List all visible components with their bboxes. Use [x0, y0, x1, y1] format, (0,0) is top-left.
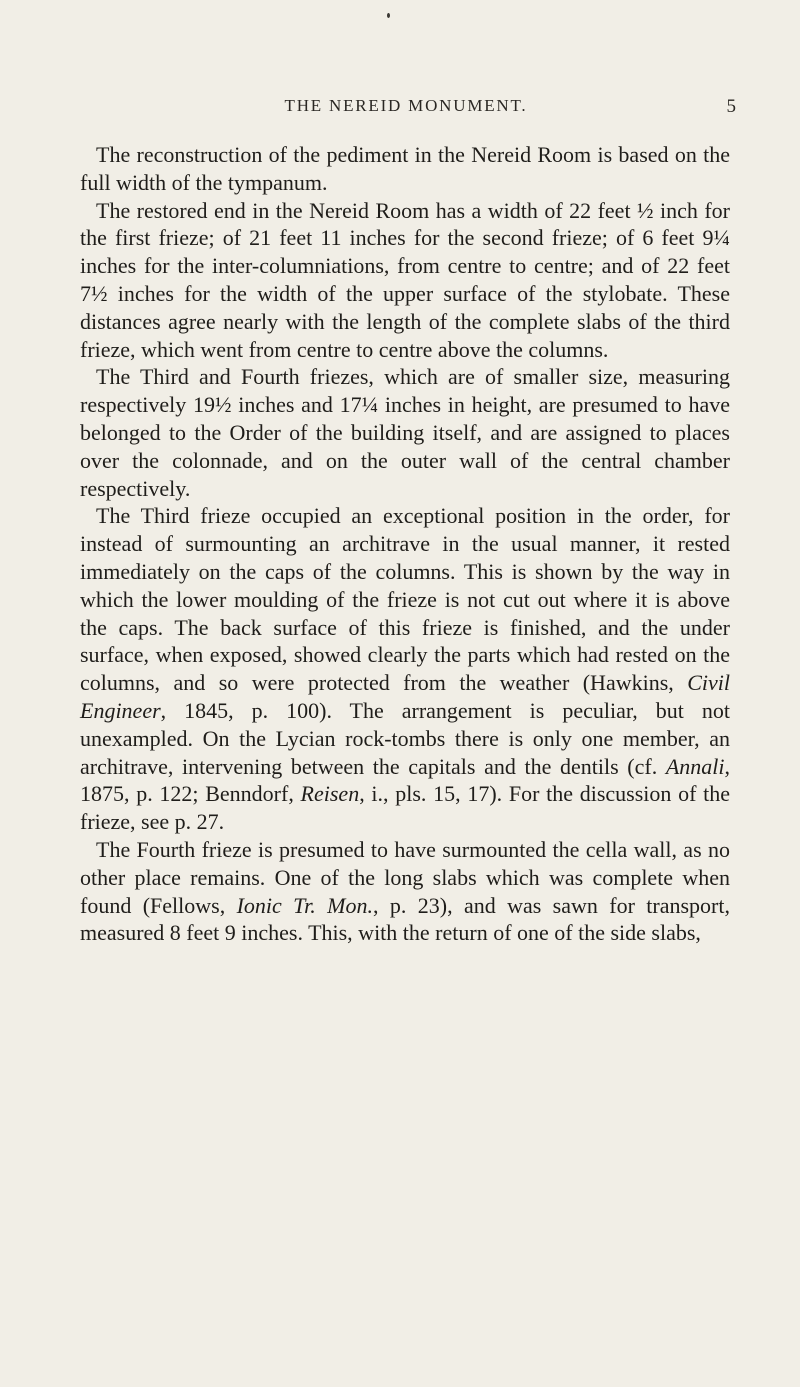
text-segment: , i., pls. 15, 17). For the discussion of the frieze, see p. 27. [80, 781, 731, 835]
text-segment: The reconstruction of the pediment in the Nereid Room is based on the full width of the tympanum. [80, 142, 730, 195]
text-segment: The Third frieze occupied an exceptional position in the order, for instead of surmounting an architrave in the usual manner, it rested immediately on the caps of the columns. This is shown by the way in which the lower moulding of the frieze is not cut out where it is above the caps. The back surface of this frieze is finished, and the under surface, when exposed, showed clearly the parts which had rested on the columns, and so were protected from the weather (Hawkins, [80, 503, 730, 696]
text-segment: The restored end in the Nereid Room has a width of 22 feet ½ inch for the first frieze; of 21 feet 11 inches for the second frieze; of 6 feet 9¼ inches for the inter-columniations, from centre to centre; and of 22 feet 7½ inches for the width of the upper surface of the stylobate. These distances agree nearly with the length of the complete slabs of the third frieze, which went from centre to centre above the columns. [80, 197, 730, 362]
text-segment: , 1845, p. 100). The arrangement is peculiar, but not unexampled. On the Lycian rock-tombs there is only one member, an architrave, intervening between the capitals and the dentils (cf. [80, 697, 730, 779]
book-title-ionic-tr-mon: Ionic Tr. Mon. [236, 892, 373, 918]
text-segment: , 1875, p. 122; Benndorf, [80, 753, 730, 807]
text-segment: The Fourth frieze is presumed to have surmounted the cella wall, as no other place remains. One of the long slabs which was complete when found (Fellows, [80, 836, 730, 918]
text-segment: The Third and Fourth friezes, which are of smaller size, measuring respectively 19½ inches and 17¼ inches in height, are presumed to have belonged to the Order of the building itself, and are assigned to places over the colonnade, and on the outer wall of the central chamber respectively. [80, 364, 730, 501]
paragraph [80, 363, 730, 502]
running-title: THE NEREID MONUMENT. [284, 96, 528, 115]
page-number: 5 [726, 96, 736, 117]
journal-title-annali: Annali [665, 753, 725, 779]
text-segment: , p. 23), and was sawn for transport, measured 8 feet 9 inches. This, with the return of one of the side slabs, [80, 892, 730, 946]
paragraph [80, 141, 730, 197]
paragraph [80, 197, 730, 364]
paragraph [80, 836, 730, 947]
journal-title-civil-engineer: Civil Engineer [80, 670, 730, 723]
body-text [80, 141, 730, 947]
paragraph [80, 502, 730, 836]
book-title-reisen: Reisen [300, 781, 360, 807]
print-speck [387, 13, 390, 18]
running-head [76, 96, 736, 126]
